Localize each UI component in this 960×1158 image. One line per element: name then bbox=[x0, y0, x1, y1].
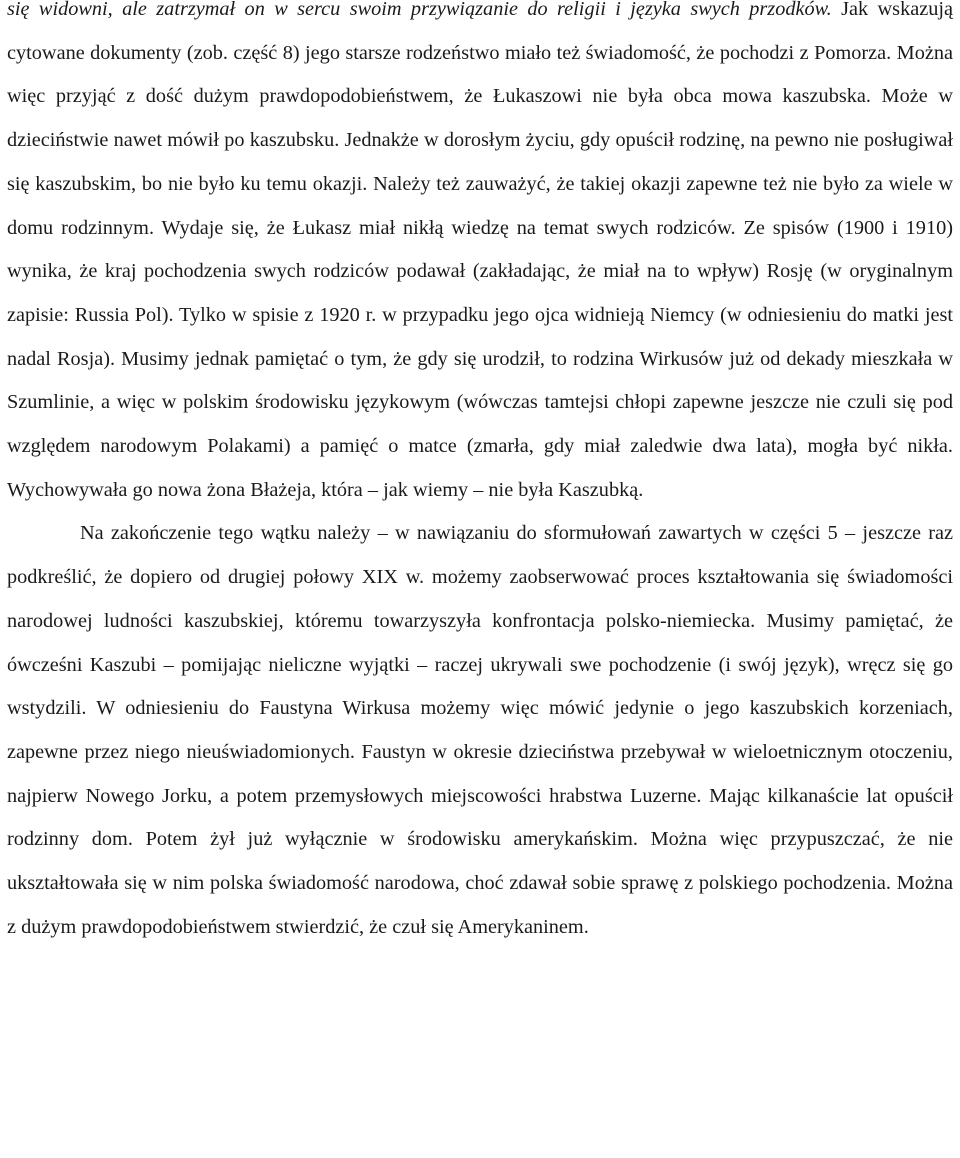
paragraph-2 bbox=[7, 512, 953, 949]
paragraph-2-body-text: Na zakończenie tego wątku należy – w nawiązaniu do sformułowań zawartych w części 5 – jeszcze raz podkreślić, że dopiero od drugiej połowy XIX w. możemy zaobserwować proces kształtowania się świadomości narodowej ludności kaszubskiej, któremu towarzyszyła konfrontacja polsko-niemiecka. Musimy pamiętać, że ówcześni Kaszubi – pomijając nieliczne wyjątki – raczej ukrywali swe pochodzenie (i swój język), wręcz się go wstydzili. W odniesieniu do Faustyna Wirkusa możemy więc mówić jedynie o jego kaszubskich korzeniach, zapewne przez niego nieuświadomionych. Faustyn w okresie dzieciństwa przebywał w wieloetnicznym otoczeniu, najpierw Nowego Jorku, a potem przemysłowych miejscowości hrabstwa Luzerne. Mając kilkanaście lat opuścił rodzinny dom. Potem żył już wyłącznie w środowisku amerykańskim. Można więc przypuszczać, że nie ukształtowała się w nim polska świadomość narodowa, choć zdawał sobie sprawę z polskiego pochodzenia. Można z dużym prawdopodobieństwem stwierdzić, że czuł się Amerykaninem. bbox=[7, 522, 953, 938]
quote-ending-text: się widowni, ale zatrzymał on w sercu swoim przywiązanie do religii i języka swych przodków. bbox=[7, 0, 832, 20]
paragraph-1-body-text: Jak wskazują cytowane dokumenty (zob. część 8) jego starsze rodzeństwo miało też świadomość, że pochodzi z Pomorza. Można więc przyjąć z dość dużym prawdopodobieństwem, że Łukaszowi nie była obca mowa kaszubska. Może w dzieciństwie nawet mówił po kaszubsku. Jednakże w dorosłym życiu, gdy opuścił rodzinę, na pewno nie posługiwał się kaszubskim, bo nie było ku temu okazji. Należy też zauważyć, że takiej okazji zapewne też nie było za wiele w domu rodzinnym. Wydaje się, że Łukasz miał nikłą wiedzę na temat swych rodziców. Ze spisów (1900 i 1910) wynika, że kraj pochodzenia swych rodziców podawał (zakładając, że miał na to wpływ) Rosję (w oryginalnym zapisie: Russia Pol). Tylko w spisie z 1920 r. w przypadku jego ojca widnieją Niemcy (w odniesieniu do matki jest nadal Rosja). Musimy jednak pamiętać o tym, że gdy się urodził, to rodzina Wirkusów już od dekady mieszkała w Szumlinie, a więc w polskim środowisku językowym (wówczas tamtejsi chłopi zapewne jeszcze nie czuli się pod względem narodowym Polakami) a pamięć o matce (zmarła, gdy miał zaledwie dwa lata), mogła być nikła. Wychowywała go nowa żona Błażeja, która – jak wiemy – nie była Kaszubką. bbox=[7, 0, 953, 501]
paragraph-1 bbox=[7, 0, 953, 512]
document-page bbox=[7, 0, 953, 949]
